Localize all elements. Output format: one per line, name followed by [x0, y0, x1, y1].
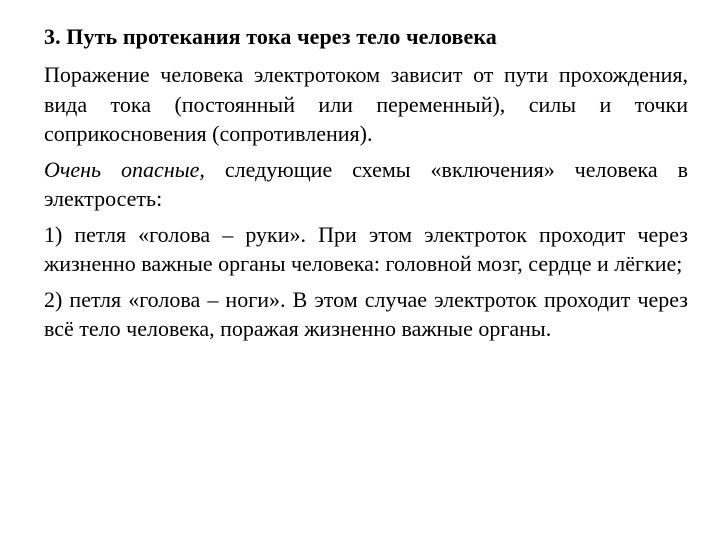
slide-title: 3. Путь протекания тока через тело человека [44, 24, 497, 49]
slide-content [44, 22, 688, 350]
list-item-head-hands: 1) петля «голова – руки». При этом электроток проходит через жизненно важные органы человека: головной мозг, сердце и лёгкие; [44, 221, 688, 276]
paragraph-intro: Поражение человека электротоком зависит от пути прохождения, вида тока (постоянный или переменный), силы и точки соприкосновения (сопротивления). [44, 62, 688, 146]
paragraph-text: следующие схемы «включения» человека в электросеть: [44, 156, 688, 211]
emphasis-text: Очень опасные, [44, 156, 205, 182]
paragraph-dangerous-schemes [44, 155, 688, 214]
list-item-head-legs: 2) петля «голова – ноги». В этом случае электроток проходит через всё тело человека, поражая жизненно важные органы. [44, 286, 688, 341]
